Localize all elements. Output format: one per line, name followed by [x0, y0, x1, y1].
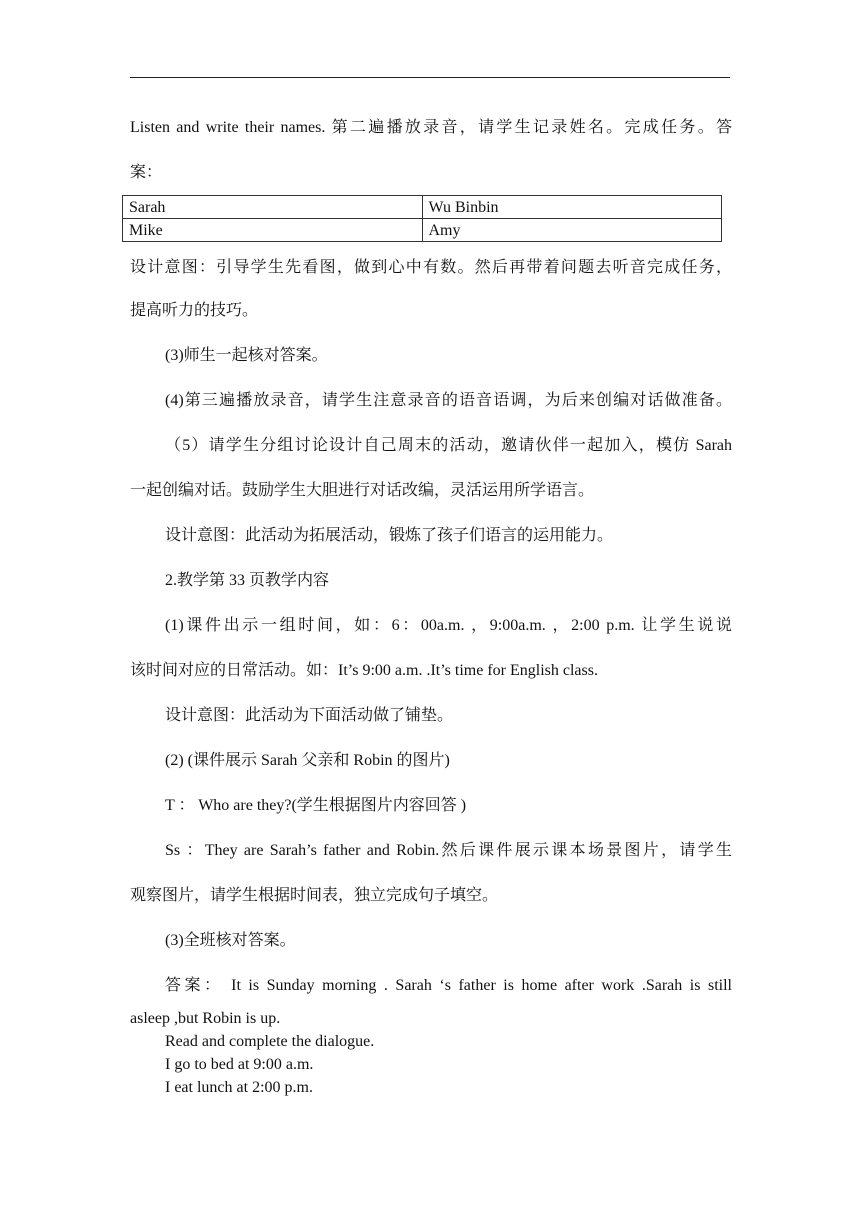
step-3-class-check: (3)全班核对答案。 — [165, 932, 296, 949]
step-4-third-play: (4)第三遍播放录音，请学生注意录音的语音语调，为后来创编对话做准备。 — [165, 392, 732, 409]
students-answer-line2: 观察图片，请学生根据时间表，独立完成句子填空。 — [130, 887, 499, 904]
step-3-check: (3)师生一起核对答案。 — [165, 347, 328, 364]
section-heading-page33: 2.教学第 33 页教学内容 — [165, 572, 330, 589]
design-intent-1-line2: 提高听力的技巧。 — [130, 302, 259, 319]
table-row — [123, 196, 722, 219]
students-answer-line1: Ss ：They are Sarah’s father and Robin.然后课件展示课本场景图片，请学生 — [165, 842, 732, 859]
step-2-pictures: (2) (课件展示 Sarah 父亲和 Robin 的图片) — [165, 752, 450, 769]
step-5-line2: 一起创编对话。鼓励学生大胆进行对话改编，灵活运用所学语言。 — [130, 482, 595, 499]
table-cell: Mike — [123, 219, 423, 242]
dialogue-instruction: Read and complete the dialogue. — [165, 1033, 375, 1050]
step-1-times-line2: 该时间对应的日常活动。如：It’s 9:00 a.m. .It’s time for English class. — [130, 662, 598, 679]
step-1-times-line1: (1)课件出示一组时间，如：6：00a.m. ，9:00a.m. ，2:00 p.m. 让学生说说 — [165, 617, 732, 634]
dialogue-line-1: I go to bed at 9:00 a.m. — [165, 1056, 314, 1073]
dialogue-line-2: I eat lunch at 2:00 p.m. — [165, 1079, 313, 1096]
table-row — [123, 219, 722, 242]
design-intent-1-line1: 设计意图：引导学生先看图，做到心中有数。然后再带着问题去听音完成任务， — [130, 259, 732, 276]
teacher-question: T ： Who are they?(学生根据图片内容回答 ) — [165, 797, 467, 814]
table-cell: Amy — [422, 219, 722, 242]
design-intent-3: 设计意图：此活动为下面活动做了铺垫。 — [165, 707, 454, 724]
paragraph-listen-line1: Listen and write their names. 第二遍播放录音，请学生记录姓名。完成任务。答 — [130, 119, 732, 136]
answer-text-line1: 答案： It is Sunday morning . Sarah ‘s father is home after work .Sarah is still — [165, 977, 732, 994]
step-5-line1: （5）请学生分组讨论设计自己周末的活动，邀请伙伴一起加入，模仿 Sarah — [165, 437, 732, 454]
header-rule — [130, 77, 730, 78]
table-cell: Wu Binbin — [422, 196, 722, 219]
answer-table — [122, 195, 722, 242]
table-cell: Sarah — [123, 196, 423, 219]
design-intent-2: 设计意图：此活动为拓展活动，锻炼了孩子们语言的运用能力。 — [165, 527, 614, 544]
paragraph-listen-line2: 案： — [130, 164, 163, 181]
answer-text-line2: asleep ,but Robin is up. — [130, 1010, 281, 1027]
